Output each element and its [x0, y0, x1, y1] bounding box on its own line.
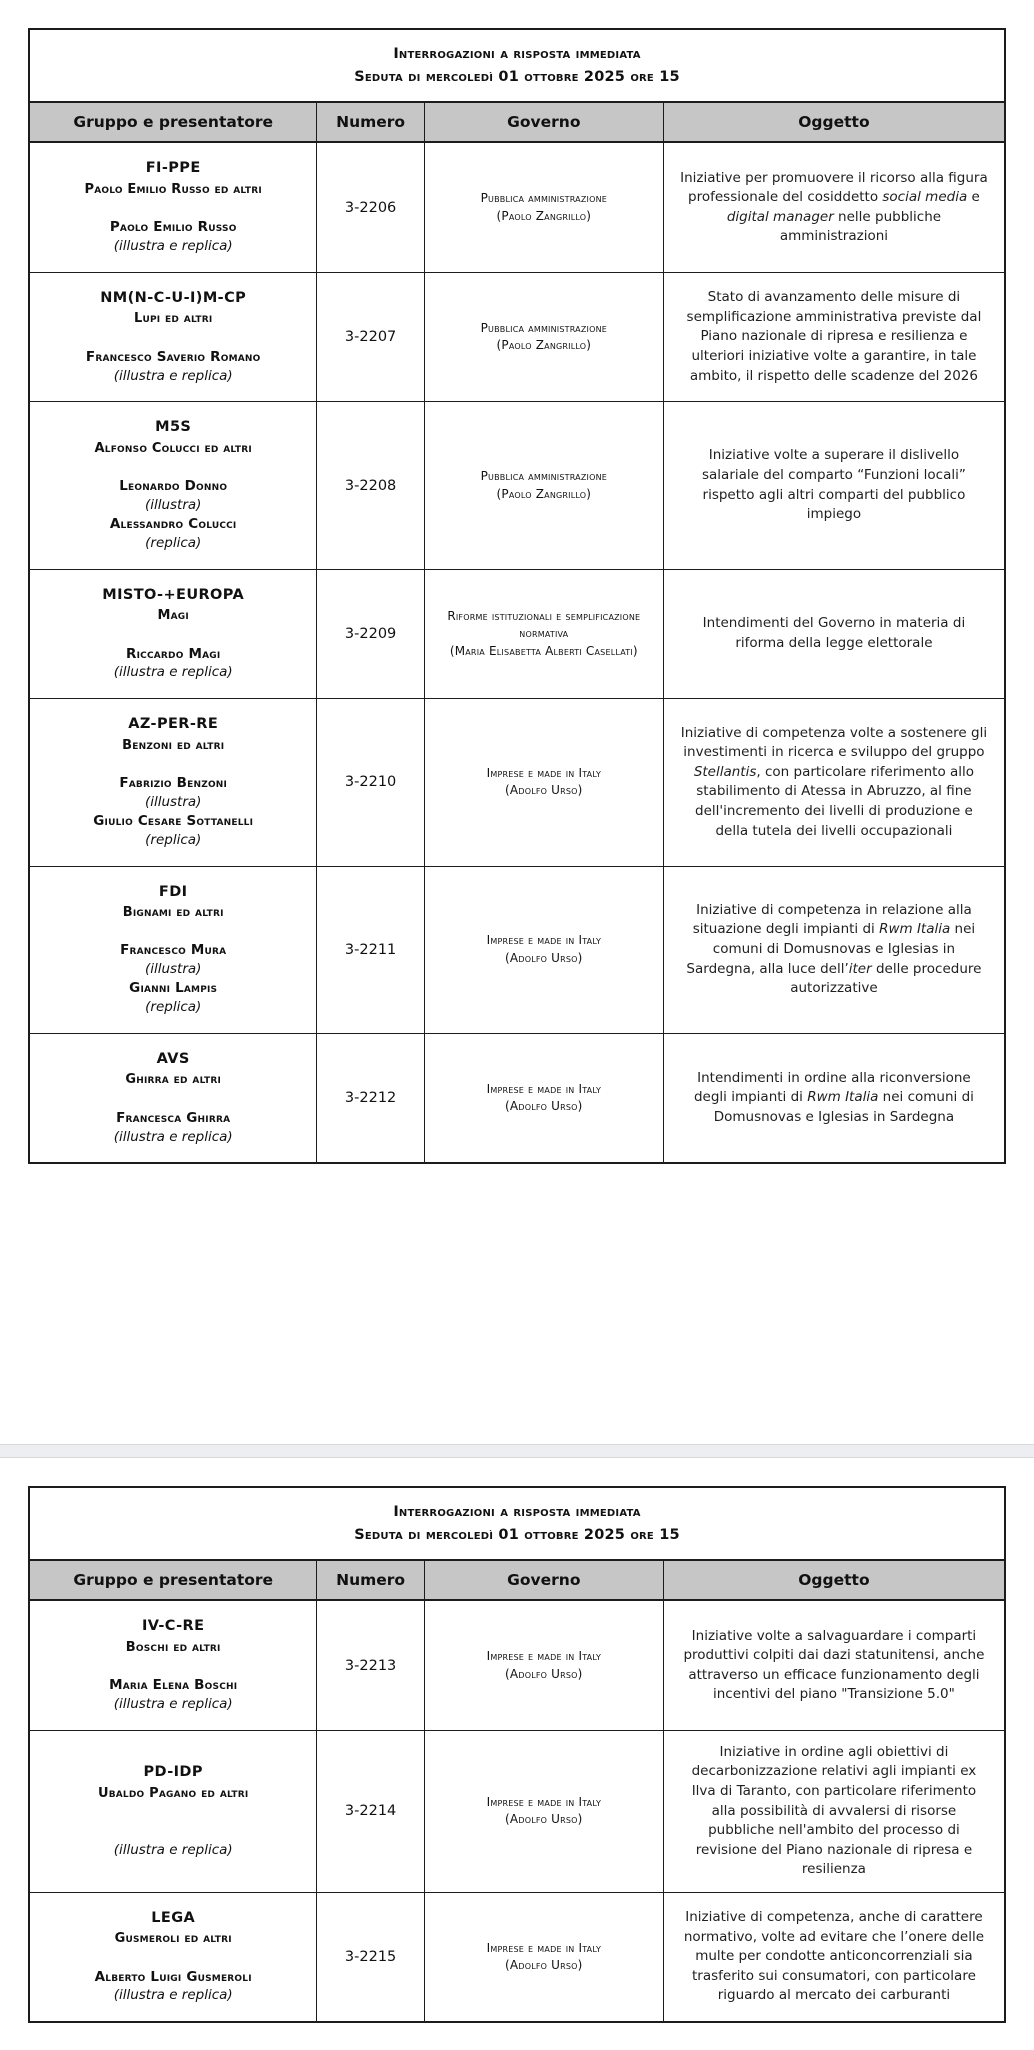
speakers-block — [38, 477, 308, 553]
governo-department: Imprese e made in Italy — [486, 1794, 602, 1809]
governo-department: Pubblica amministrazione — [480, 191, 608, 206]
governo-minister: (Adolfo Urso) — [505, 783, 583, 798]
col-header-gruppo: Gruppo e presentatore — [29, 102, 317, 142]
governo-minister: (Adolfo Urso) — [505, 1099, 583, 1114]
oggetto-text: Iniziative di competenza in relazione alla situazione degli impianti di — [692, 901, 972, 938]
oggetto-text: social media — [882, 189, 968, 206]
speaker-role: (illustra e replica) — [113, 1128, 233, 1145]
title-line-1: Interrogazioni a risposta immediata — [393, 1504, 641, 1520]
speakers-block — [38, 941, 308, 1017]
group-code: M5S — [155, 419, 192, 436]
governo-department: Imprese e made in Italy — [486, 1940, 602, 1955]
oggetto-text: nei comuni di Domusnovas e Iglesias in Sardegna, alla luce dell’ — [686, 921, 976, 977]
oggetto-text: delle procedure autorizzative — [790, 960, 982, 997]
table-row — [29, 1600, 1005, 1730]
speaker-role: (illustra) — [144, 497, 202, 514]
speaker-name: Maria Elena Boschi — [109, 1677, 238, 1694]
page-separator — [0, 1444, 1034, 1458]
speakers-block — [38, 1109, 308, 1147]
table-row — [29, 272, 1005, 402]
title-line-1: Interrogazioni a risposta immediata — [393, 46, 641, 62]
speakers-block — [38, 218, 308, 256]
oggetto-cell — [663, 142, 1005, 272]
numero-cell: 3-2210 — [317, 699, 424, 866]
governo-department: Pubblica amministrazione — [480, 320, 608, 335]
group-cell — [29, 1730, 317, 1892]
numero-cell: 3-2207 — [317, 272, 424, 402]
governo-cell — [424, 569, 663, 699]
numero-cell: 3-2213 — [317, 1600, 424, 1730]
oggetto-cell — [663, 569, 1005, 699]
speaker-role: (illustra) — [144, 793, 202, 810]
table-row — [29, 699, 1005, 866]
governo-minister: (Adolfo Urso) — [505, 1666, 583, 1681]
oggetto-cell — [663, 1033, 1005, 1163]
speaker-name: Alessandro Colucci — [109, 515, 237, 532]
table-title-row — [29, 29, 1005, 102]
col-header-numero: Numero — [317, 102, 424, 142]
governo-minister: (Maria Elisabetta Alberti Casellati) — [449, 643, 638, 658]
oggetto-text: , con particolare riferimento allo stabilimento di Atessa in Abruzzo, al fine dell'incremento dei livelli di produzione e della tutela dei livelli occupazionali — [695, 763, 975, 839]
governo-department: Pubblica amministrazione — [480, 469, 608, 484]
governo-department: Riforme istituzionali e semplificazione normativa — [447, 608, 641, 641]
numero-cell: 3-2209 — [317, 569, 424, 699]
table-title — [29, 1487, 1005, 1560]
oggetto-text: Intendimenti in ordine alla riconversione degli impianti di — [693, 1069, 971, 1106]
governo-department: Imprese e made in Italy — [486, 933, 602, 948]
oggetto-cell — [663, 1892, 1005, 2022]
oggetto-text: e — [967, 189, 980, 206]
governo-cell — [424, 1033, 663, 1163]
oggetto-text: iter — [848, 960, 872, 977]
speaker-role: (illustra e replica) — [113, 664, 233, 681]
group-code: MISTO-+EUROPA — [102, 586, 245, 603]
speaker-role: (illustra e replica) — [113, 238, 233, 255]
group-code: AVS — [156, 1050, 190, 1067]
numero-cell: 3-2211 — [317, 866, 424, 1033]
oggetto-text: Rwm Italia — [807, 1089, 879, 1106]
oggetto-text: Stellantis — [693, 763, 757, 780]
oggetto-cell — [663, 866, 1005, 1033]
governo-cell — [424, 699, 663, 866]
governo-minister: (Paolo Zangrillo) — [496, 338, 592, 353]
oggetto-cell — [663, 272, 1005, 402]
group-cell — [29, 866, 317, 1033]
speaker-name: Leonardo Donno — [119, 478, 228, 495]
group-cell — [29, 1033, 317, 1163]
speakers-block — [38, 1968, 308, 2006]
group-presenters: Benzoni ed altri — [122, 737, 225, 753]
speaker-role: (illustra e replica) — [113, 1696, 233, 1713]
oggetto-cell — [663, 402, 1005, 569]
table-row — [29, 1033, 1005, 1163]
table-row — [29, 1892, 1005, 2022]
oggetto-text: nei comuni di Domusnovas e Iglesias in Sardegna — [713, 1089, 974, 1125]
speakers-block — [38, 645, 308, 683]
numero-cell: 3-2215 — [317, 1892, 424, 2022]
group-code: PD-IDP — [143, 1764, 203, 1781]
group-cell — [29, 402, 317, 569]
governo-cell — [424, 866, 663, 1033]
group-presenters: Lupi ed altri — [133, 311, 213, 327]
speaker-role: (replica) — [145, 534, 202, 551]
governo-department: Imprese e made in Italy — [486, 766, 602, 781]
speaker-name: Francesca Ghirra — [116, 1109, 231, 1126]
governo-minister: (Adolfo Urso) — [505, 950, 583, 965]
speaker-role: (illustra e replica) — [113, 367, 233, 384]
speaker-name: Riccardo Magi — [126, 645, 221, 662]
group-cell — [29, 569, 317, 699]
speakers-block — [38, 774, 308, 850]
page-2 — [0, 1458, 1034, 2050]
title-line-2: Seduta di mercoledì 01 ottobre 2025 ore 15 — [354, 1527, 680, 1544]
speaker-name: Gianni Lampis — [129, 980, 218, 997]
column-header-row — [29, 102, 1005, 142]
speaker-name: Francesco Saverio Romano — [85, 348, 261, 365]
group-presenters: Ubaldo Pagano ed altri — [97, 1785, 249, 1801]
speaker-name: Alberto Luigi Gusmeroli — [94, 1968, 252, 1985]
title-line-2: Seduta di mercoledì 01 ottobre 2025 ore 15 — [354, 69, 680, 86]
governo-cell — [424, 272, 663, 402]
speaker-name: Giulio Cesare Sottanelli — [93, 812, 254, 829]
oggetto-text: nelle pubbliche amministrazioni — [779, 208, 942, 245]
numero-cell: 3-2206 — [317, 142, 424, 272]
oggetto-text: Iniziative volte a salvaguardare i comparti produttivi colpiti dai dazi statunitensi, anche attraverso un efficace funzionamento degli incentivi del piano "Transizione 5.0" — [683, 1627, 985, 1703]
column-header-row — [29, 1560, 1005, 1600]
oggetto-text: Rwm Italia — [879, 921, 951, 938]
oggetto-cell — [663, 1730, 1005, 1892]
group-cell — [29, 1892, 317, 2022]
oggetto-text: Iniziative in ordine agli obiettivi di decarbonizzazione relativi agli impianti ex Ilva di Taranto, con particolare riferimento alla possibilità di avvalersi di risorse pubbliche nell'ambito del processo di revisione del Piano nazionale di ripresa e resilienza — [691, 1743, 977, 1878]
governo-minister: (Paolo Zangrillo) — [496, 208, 592, 223]
group-cell — [29, 699, 317, 866]
table-row — [29, 866, 1005, 1033]
speaker-role: (illustra) — [144, 961, 202, 978]
speaker-role: (replica) — [145, 831, 202, 848]
governo-cell — [424, 1730, 663, 1892]
oggetto-text: Iniziative di competenza, anche di carattere normativo, volte ad evitare che l’onere delle multe per condotte anticoncorrenziali sia trasferito sui consumatori, con particolare riguardo al mercato dei carburanti — [683, 1909, 985, 2004]
speaker-name: Francesco Mura — [120, 942, 227, 959]
governo-cell — [424, 1600, 663, 1730]
oggetto-text: Iniziative volte a superare il dislivello salariale del comparto “Funzioni locali” rispetto agli altri comparti del pubblico impiego — [702, 447, 966, 523]
oggetto-text: Stato di avanzamento delle misure di semplificazione amministrativa previste dal Piano nazionale di ripresa e resilienza e ulteriori iniziative volte a garantire, in tale ambito, il rispetto delle scadenze del 2026 — [686, 289, 982, 384]
speaker-role: (illustra e replica) — [113, 1987, 233, 2004]
speaker-name: Paolo Emilio Russo — [109, 219, 237, 236]
col-header-oggetto: Oggetto — [663, 1560, 1005, 1600]
group-code: LEGA — [151, 1909, 196, 1926]
governo-minister: (Adolfo Urso) — [505, 1812, 583, 1827]
table-title — [29, 29, 1005, 102]
group-code: FDI — [158, 883, 188, 900]
speaker-role: (illustra e replica) — [113, 1841, 233, 1858]
group-code: NM(N-C-U-I)M-CP — [100, 289, 247, 306]
numero-cell: 3-2212 — [317, 1033, 424, 1163]
speaker-name: Fabrizio Benzoni — [119, 775, 228, 792]
speakers-block — [38, 1676, 308, 1714]
table-row — [29, 1730, 1005, 1892]
group-code: IV-C-RE — [141, 1618, 205, 1635]
oggetto-cell — [663, 1600, 1005, 1730]
governo-minister: (Adolfo Urso) — [505, 1958, 583, 1973]
governo-cell — [424, 1892, 663, 2022]
group-presenters: Ghirra ed altri — [125, 1072, 222, 1088]
governo-cell — [424, 402, 663, 569]
interrogazioni-table-page-1 — [28, 28, 1006, 1164]
group-presenters: Bignami ed altri — [122, 905, 224, 921]
group-cell — [29, 272, 317, 402]
table-title-row — [29, 1487, 1005, 1560]
oggetto-text: digital manager — [726, 208, 834, 225]
speaker-name — [38, 1822, 308, 1841]
governo-department: Imprese e made in Italy — [486, 1649, 602, 1664]
numero-cell: 3-2208 — [317, 402, 424, 569]
group-presenters: Magi — [157, 608, 189, 624]
governo-department: Imprese e made in Italy — [486, 1081, 602, 1096]
group-code: FI-PPE — [145, 160, 201, 177]
oggetto-text: Intendimenti del Governo in materia di riforma della legge elettorale — [702, 615, 966, 652]
table-row — [29, 402, 1005, 569]
col-header-oggetto: Oggetto — [663, 102, 1005, 142]
governo-cell — [424, 142, 663, 272]
governo-minister: (Paolo Zangrillo) — [496, 486, 592, 501]
table-row — [29, 142, 1005, 272]
speaker-role: (replica) — [145, 999, 202, 1016]
table-row — [29, 569, 1005, 699]
group-code: AZ-PER-RE — [128, 716, 219, 733]
group-presenters: Paolo Emilio Russo ed altri — [84, 181, 262, 197]
group-cell — [29, 142, 317, 272]
speakers-block — [38, 348, 308, 386]
oggetto-cell — [663, 699, 1005, 866]
group-cell — [29, 1600, 317, 1730]
col-header-governo: Governo — [424, 102, 663, 142]
numero-cell: 3-2214 — [317, 1730, 424, 1892]
group-presenters: Boschi ed altri — [125, 1639, 221, 1655]
col-header-numero: Numero — [317, 1560, 424, 1600]
group-presenters: Gusmeroli ed altri — [114, 1931, 232, 1947]
oggetto-text: Iniziative di competenza volte a sostenere gli investimenti in ricerca e sviluppo del gruppo — [680, 724, 988, 761]
col-header-governo: Governo — [424, 1560, 663, 1600]
oggetto-text: Iniziative per promuovere il ricorso alla figura professionale del cosiddetto — [680, 169, 988, 206]
col-header-gruppo: Gruppo e presentatore — [29, 1560, 317, 1600]
interrogazioni-table-page-2 — [28, 1486, 1006, 2023]
speakers-block — [38, 1822, 308, 1860]
group-presenters: Alfonso Colucci ed altri — [94, 441, 252, 456]
